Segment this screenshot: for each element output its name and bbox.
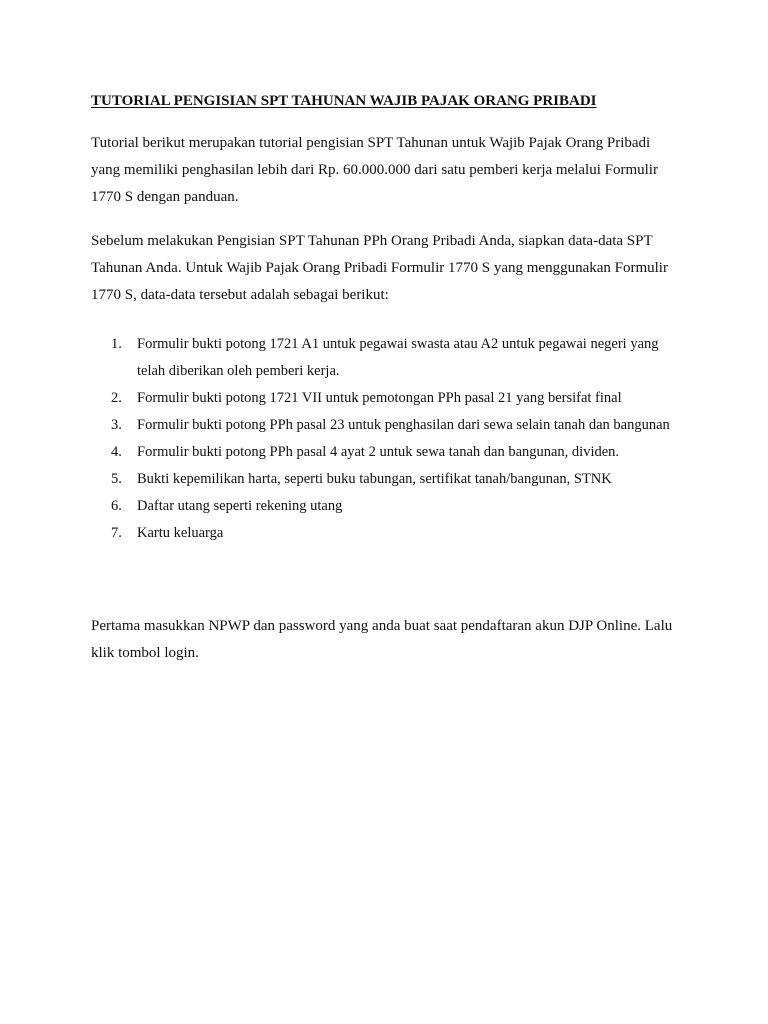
list-item-text: Formulir bukti potong PPh pasal 23 untuk penghasilan dari sewa selain tanah dan bangunan [137,417,670,433]
list-item-text: Kartu keluarga [137,525,224,541]
list-item [91,412,681,439]
list-item-number: 2. [111,390,122,406]
list-item-number: 3. [111,417,122,433]
list-item-text: Daftar utang seperti rekening utang [137,498,343,514]
list-item-text: Formulir bukti potong PPh pasal 4 ayat 2 untuk sewa tanah dan bangunan, dividen. [137,444,620,460]
list-item-number: 5. [111,471,122,487]
list-item-text: Formulir bukti potong 1721 VII untuk pemotongan PPh pasal 21 yang bersifat final [137,390,622,406]
list-item-number: 6. [111,498,122,514]
list-item-text: Formulir bukti potong 1721 A1 untuk pegawai swasta atau A2 untuk pegawai negeri yang telah diberikan oleh pemberi kerja. [137,336,659,379]
preparation-paragraph: Sebelum melakukan Pengisian SPT Tahunan PPh Orang Pribadi Anda, siapkan data-data SPT Tahunan Anda. Untuk Wajib Pajak Orang Pribadi Formulir 1770 S yang menggunakan Formulir 1770 S, data-data tersebut adalah sebagai berikut: [91,233,668,303]
requirements-list [91,331,681,547]
list-item [91,493,681,520]
list-item [91,385,681,412]
intro-paragraph: Tutorial berikut merupakan tutorial pengisian SPT Tahunan untuk Wajib Pajak Orang Pribadi yang memiliki penghasilan lebih dari Rp. 60.000.000 dari satu pemberi kerja melalui Formulir 1770 S dengan panduan. [91,135,658,205]
document-title: TUTORIAL PENGISIAN SPT TAHUNAN WAJIB PAJAK ORANG PRIBADI [91,93,597,109]
list-item-number: 1. [111,336,122,352]
login-instruction-paragraph: Pertama masukkan NPWP dan password yang anda buat saat pendaftaran akun DJP Online. Lalu klik tombol login. [91,618,673,661]
list-item [91,439,681,466]
list-item [91,331,681,385]
list-item-number: 7. [111,525,122,541]
list-item [91,466,681,493]
list-item-number: 4. [111,444,122,460]
list-item-text: Bukti kepemilikan harta, seperti buku tabungan, sertifikat tanah/bangunan, STNK [137,471,612,487]
document-content [91,90,681,684]
list-item [91,520,681,547]
